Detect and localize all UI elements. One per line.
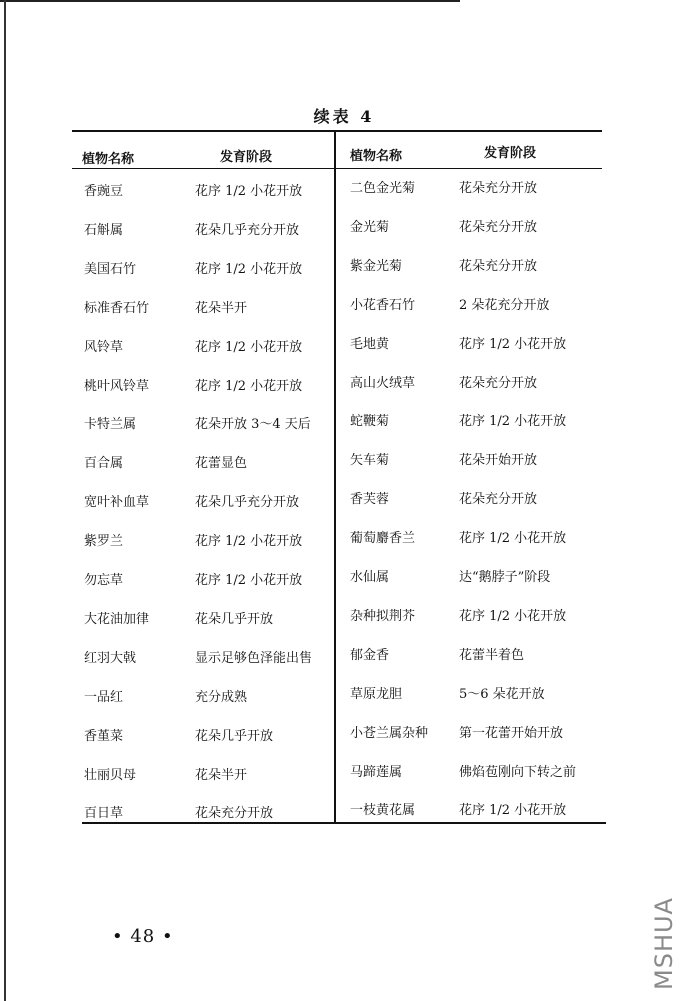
left-stage: 花朵几乎充分开放 [195, 495, 300, 510]
header-left-plant-name: 植物名称 [82, 152, 135, 167]
left-stage: 显示足够色泽能出售 [195, 651, 313, 666]
right-plant-name: 二色金光菊 [350, 181, 416, 196]
page-top-edge [0, 0, 460, 2]
right-stage: 达“鹅脖子”阶段 [459, 570, 551, 585]
left-stage: 花序 1/2 小花开放 [195, 573, 303, 588]
left-stage: 花朵几乎充分开放 [195, 223, 300, 238]
left-stage: 花朵几乎开放 [195, 729, 274, 744]
left-plant-name: 一品红 [84, 690, 124, 705]
left-stage: 花朵开放 3～4 天后 [195, 417, 311, 432]
right-stage: 花朵开始开放 [459, 453, 538, 468]
right-stage: 佛焰苞刚向下转之前 [459, 765, 577, 780]
left-stage: 花朵充分开放 [195, 806, 274, 821]
watermark: MSHUA [650, 897, 678, 990]
header-right-plant-name: 植物名称 [350, 149, 403, 164]
left-stage: 花朵几乎开放 [195, 612, 274, 627]
right-plant-name: 矢车菊 [350, 453, 390, 468]
left-plant-name: 百合属 [84, 456, 124, 471]
left-plant-name: 百日草 [84, 806, 124, 821]
page-number: • 48 • [112, 926, 174, 947]
right-plant-name: 香芙蓉 [350, 492, 390, 507]
left-plant-name: 卡特兰属 [84, 417, 137, 432]
right-stage: 花朵充分开放 [459, 376, 538, 391]
left-stage: 花序 1/2 小花开放 [195, 340, 303, 355]
table-top-rule [72, 130, 602, 132]
right-plant-name: 小苍兰属杂种 [350, 726, 429, 741]
right-plant-name: 金光菊 [350, 220, 390, 235]
right-plant-name: 小花香石竹 [350, 298, 416, 313]
left-stage: 花序 1/2 小花开放 [195, 184, 303, 199]
right-plant-name: 一枝黄花属 [350, 803, 416, 818]
right-plant-name: 蛇鞭菊 [350, 414, 390, 429]
header-right-stage: 发育阶段 [484, 146, 537, 161]
right-plant-name: 马蹄莲属 [350, 765, 403, 780]
left-plant-name: 宽叶补血草 [84, 495, 150, 510]
right-plant-name: 郁金香 [350, 648, 390, 663]
right-stage: 2 朵花充分开放 [459, 298, 550, 313]
right-plant-name: 葡萄麝香兰 [350, 531, 416, 546]
right-stage: 花朵充分开放 [459, 492, 538, 507]
right-stage: 花序 1/2 小花开放 [459, 337, 567, 352]
right-plant-name: 草原龙胆 [350, 687, 403, 702]
left-plant-name: 壮丽贝母 [84, 768, 137, 783]
left-plant-name: 风铃草 [84, 340, 124, 355]
left-plant-name: 桃叶风铃草 [84, 379, 150, 394]
left-stage: 花蕾显色 [195, 456, 248, 471]
right-stage: 5～6 朵花开放 [459, 687, 545, 702]
header-left-stage: 发育阶段 [220, 150, 273, 165]
page-left-edge [4, 0, 6, 1001]
table-caption: 续表 4 [313, 107, 375, 126]
right-stage: 花序 1/2 小花开放 [459, 803, 567, 818]
right-stage: 第一花蕾开始开放 [459, 726, 564, 741]
left-stage: 充分成熟 [195, 690, 248, 705]
right-stage: 花朵充分开放 [459, 259, 538, 274]
table-column-divider [334, 131, 336, 823]
left-plant-name: 红羽大戟 [84, 651, 137, 666]
left-stage: 花序 1/2 小花开放 [195, 534, 303, 549]
left-stage: 花序 1/2 小花开放 [195, 379, 303, 394]
table-bottom-rule [82, 822, 606, 824]
table-header-rule [72, 168, 602, 169]
left-stage: 花朵半开 [195, 768, 248, 783]
right-stage: 花序 1/2 小花开放 [459, 531, 567, 546]
right-stage: 花朵充分开放 [459, 181, 538, 196]
left-plant-name: 勿忘草 [84, 573, 124, 588]
right-plant-name: 水仙属 [350, 570, 390, 585]
left-plant-name: 紫罗兰 [84, 534, 124, 549]
right-plant-name: 高山火绒草 [350, 376, 416, 391]
left-plant-name: 标准香石竹 [84, 301, 150, 316]
right-plant-name: 毛地黄 [350, 337, 390, 352]
right-plant-name: 紫金光菊 [350, 259, 403, 274]
left-stage: 花朵半开 [195, 301, 248, 316]
left-plant-name: 香堇菜 [84, 729, 124, 744]
left-stage: 花序 1/2 小花开放 [195, 262, 303, 277]
left-plant-name: 美国石竹 [84, 262, 137, 277]
right-stage: 花朵充分开放 [459, 220, 538, 235]
right-stage: 花蕾半着色 [459, 648, 525, 663]
right-plant-name: 杂种拟荆芥 [350, 609, 416, 624]
right-stage: 花序 1/2 小花开放 [459, 609, 567, 624]
left-plant-name: 香豌豆 [84, 184, 124, 199]
left-plant-name: 大花油加律 [84, 612, 150, 627]
right-stage: 花序 1/2 小花开放 [459, 414, 567, 429]
left-plant-name: 石斛属 [84, 223, 124, 238]
